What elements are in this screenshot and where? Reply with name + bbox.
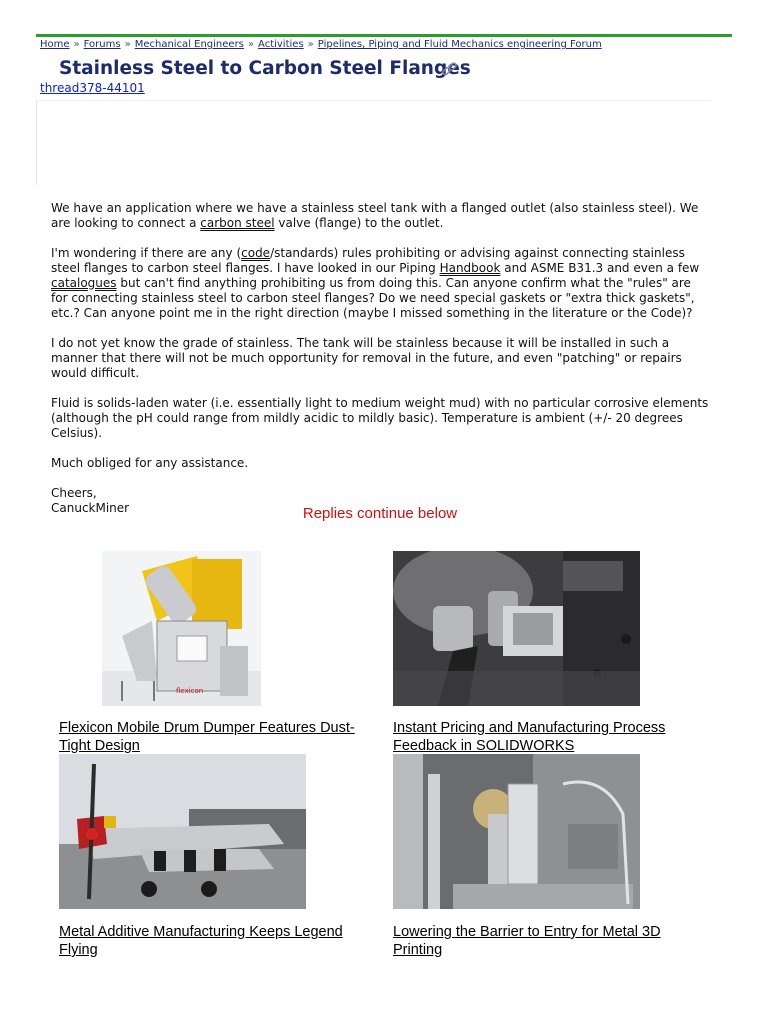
post-paragraph [51,246,711,321]
link-icon[interactable] [441,61,459,79]
post-paragraph [51,201,711,231]
metal-printer-image[interactable] [393,754,640,909]
breadcrumb-pipelines-forum[interactable]: Pipelines, Piping and Fluid Mechanics engineering Forum [317,39,602,50]
breadcrumb-mechanical-engineers[interactable]: Mechanical Engineers [134,39,244,50]
signature-greeting: Cheers, [51,486,97,500]
article-link-metal-additive[interactable]: Metal Additive Manufacturing Keeps Legend Flying [59,924,343,958]
post-paragraph: Much obliged for any assistance. [51,456,249,470]
post-text: I'm wondering if there are any ( [51,246,242,260]
post-paragraph: Fluid is solids-laden water (i.e. essentially light to medium weight mud) with no particular corrosive elements (although the pH could range from mildly acidic to mildly basic). Temperature is ambient (+/- 20 degrees Celsius). [51,396,709,440]
breadcrumb [40,39,602,50]
article-link-drum-dumper[interactable]: Flexicon Mobile Drum Dumper Features Dust-Tight Design [59,720,355,754]
breadcrumb-home[interactable]: Home [40,39,70,50]
article-link-metal-3d-printing[interactable]: Lowering the Barrier to Entry for Metal 3D Printing [393,924,661,958]
post-paragraph: I do not yet know the grade of stainless. The tank will be stainless because it will be installed in such a manner that there will not be much opportunity for removal in the future, and even "patching" or repairs would difficult. [51,336,682,380]
breadcrumb-activities[interactable]: Activities [258,39,304,50]
keyword-link-code[interactable]: code [241,246,271,260]
post-text: valve (flange) to the outlet. [274,216,444,230]
keyword-link-handbook[interactable]: Handbook [439,261,501,275]
thread-id-link[interactable]: thread378-44101 [40,81,145,95]
ad-placeholder [36,100,711,185]
replies-notice: Replies continue below [302,505,458,522]
keyword-link-carbon-steel[interactable]: carbon steel [200,216,275,230]
breadcrumb-separator: » [247,39,255,50]
aircraft-image[interactable] [59,754,306,909]
drum-dumper-image[interactable] [102,551,261,706]
keyword-link-catalogues[interactable]: catalogues [51,276,117,290]
post-text: /standards) rules prohibiting or advising against connecting stainless steel flanges to carbon steel flanges. I have looked in our Piping [51,246,685,275]
article-link-solidworks[interactable]: Instant Pricing and Manufacturing Process Feedback in SOLIDWORKS [393,720,666,754]
header-accent-bar [36,34,732,37]
page-title: Stainless Steel to Carbon Steel Flanges [59,58,471,79]
breadcrumb-separator: » [73,39,80,50]
post-text: and ASME B31.3 and even a few [500,261,700,275]
machined-parts-image[interactable] [393,551,640,706]
flexicon-logo: flexicon [176,687,204,695]
post-text: We have an application where we have a stainless steel tank with a flanged outlet (also stainless steel). We are looking to connect a [51,201,699,230]
post-body [51,201,711,516]
breadcrumb-forums[interactable]: Forums [83,39,121,50]
breadcrumb-separator: » [307,39,314,50]
breadcrumb-separator: » [124,39,131,50]
signature-author: CanuckMiner [51,501,130,515]
post-text: but can't find anything prohibiting us from doing this. Can anyone confirm what the "rules" are for connecting stainless steel to carbon steel flanges? Do we need special gaskets or "extra thick gaskets", etc.? Can anyone point me in the right direction (maybe I missed something in the literature or the Code)? [51,276,695,320]
